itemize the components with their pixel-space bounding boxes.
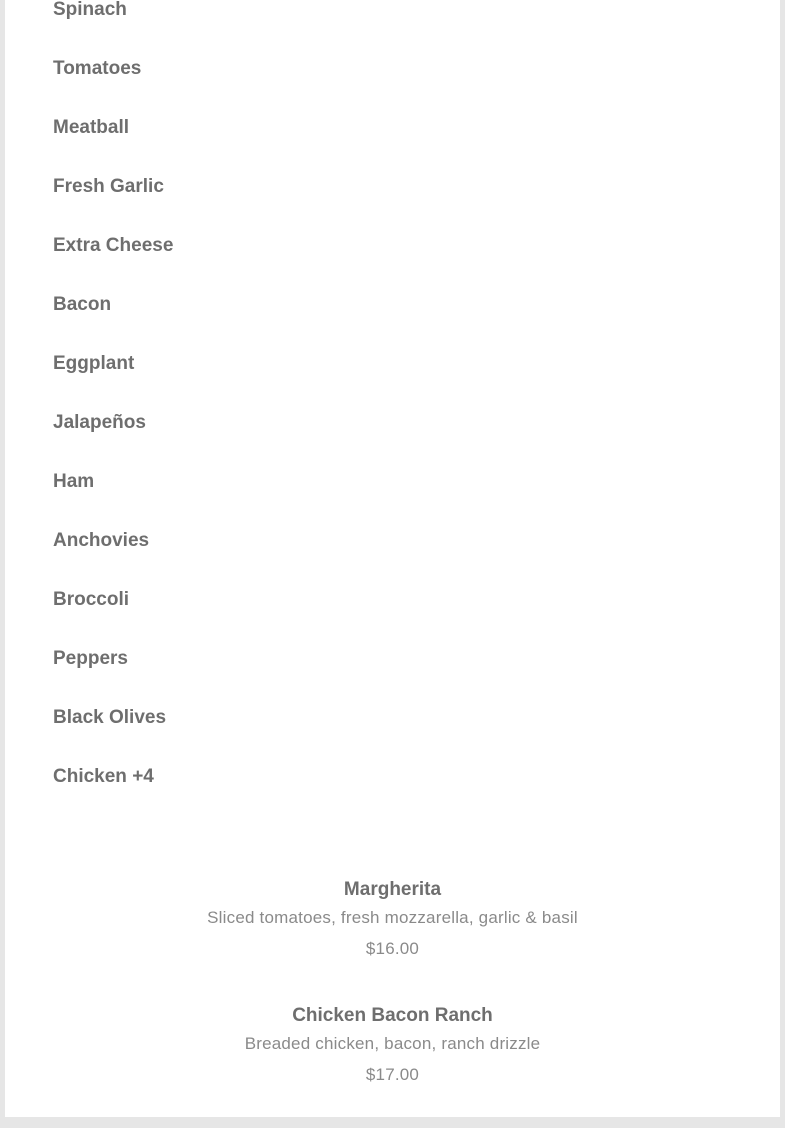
topping-item: Extra Cheese bbox=[53, 235, 174, 256]
topping-item: Bacon bbox=[53, 294, 112, 315]
menu-page bbox=[5, 0, 780, 1117]
topping-item: Eggplant bbox=[53, 353, 135, 374]
topping-item: Tomatoes bbox=[53, 58, 142, 79]
topping-item: Peppers bbox=[53, 648, 128, 669]
topping-item: Jalapeños bbox=[53, 412, 146, 433]
pizza-item-margherita bbox=[5, 876, 780, 1002]
pizza-name: Chicken Bacon Ranch bbox=[292, 1005, 493, 1026]
pizza-list bbox=[5, 876, 780, 1128]
topping-item: Broccoli bbox=[53, 589, 130, 610]
topping-item: Meatball bbox=[53, 117, 130, 138]
pizza-description: Breaded chicken, bacon, ranch drizzle bbox=[244, 1034, 541, 1053]
topping-item: Chicken +4 bbox=[53, 766, 154, 787]
pizza-item-chicken-bacon-ranch bbox=[5, 1002, 780, 1128]
topping-item: Ham bbox=[53, 471, 95, 492]
topping-item: Spinach bbox=[53, 0, 127, 20]
topping-item: Black Olives bbox=[53, 707, 167, 728]
topping-item: Fresh Garlic bbox=[53, 176, 164, 197]
pizza-price: $16.00 bbox=[365, 939, 420, 958]
pizza-description: Sliced tomatoes, fresh mozzarella, garlic & basil bbox=[207, 908, 578, 927]
topping-item: Anchovies bbox=[53, 530, 150, 551]
pizza-price: $17.00 bbox=[365, 1065, 420, 1084]
pizza-name: Margherita bbox=[343, 879, 442, 900]
toppings-list bbox=[53, 0, 173, 824]
